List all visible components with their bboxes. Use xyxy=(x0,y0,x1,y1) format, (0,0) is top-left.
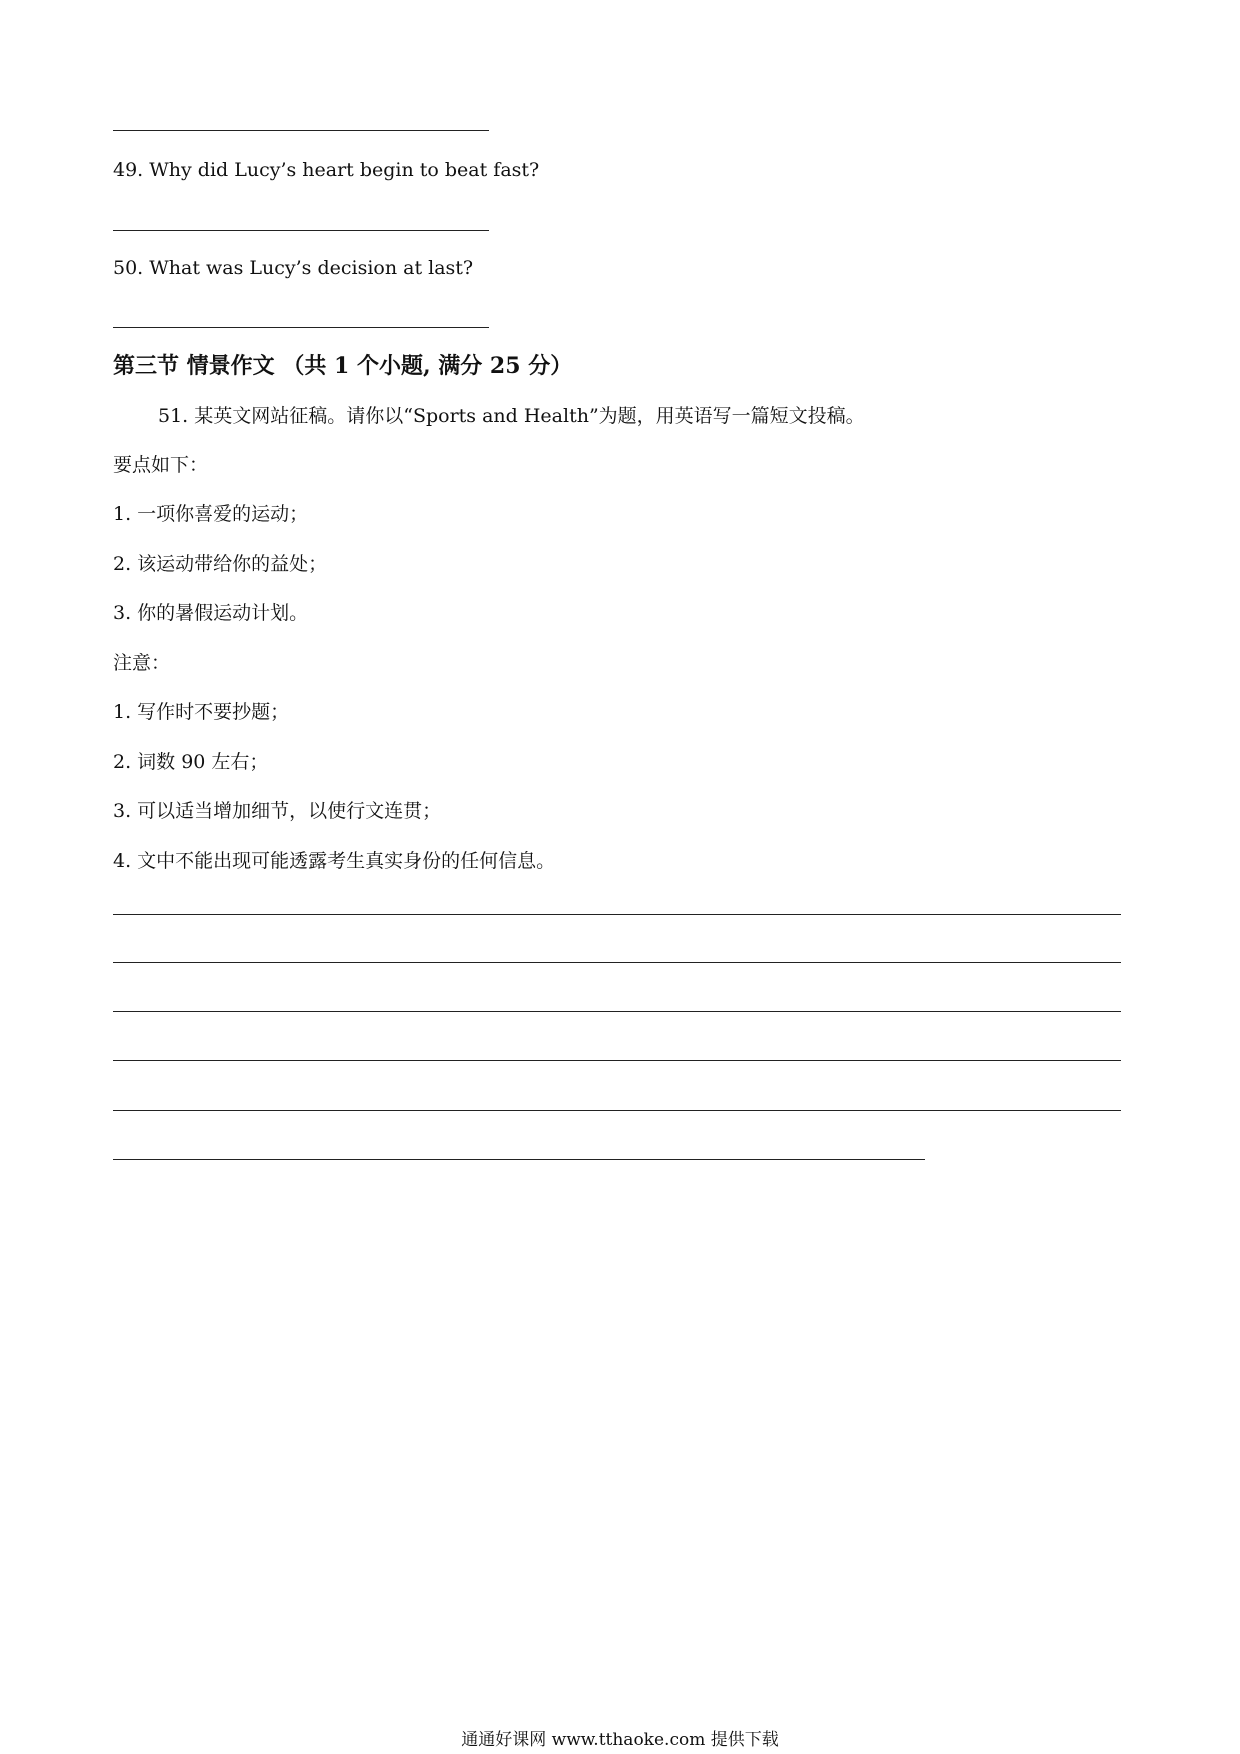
page-footer: 通通好课网 www.tthaoke.com 提供下载 xyxy=(461,1730,779,1750)
writing-line xyxy=(113,914,1121,915)
point-item: 1. 一项你喜爱的运动； xyxy=(113,503,309,525)
writing-line xyxy=(113,1011,1121,1012)
question-50: 50. What was Lucy’s decision at last? xyxy=(113,257,474,279)
notes-label: 注意： xyxy=(113,652,171,674)
writing-prompt: 51. 某英文网站征稿。请你以“Sports and Health”为题，用英语写一篇短文投稿。 xyxy=(158,405,865,427)
answer-line-50 xyxy=(113,327,489,328)
note-item: 3. 可以适当增加细节，以使行文连贯； xyxy=(113,800,442,822)
writing-line xyxy=(113,1060,1121,1061)
writing-line xyxy=(113,962,1121,963)
point-item: 2. 该运动带给你的益处； xyxy=(113,553,328,575)
point-item: 3. 你的暑假运动计划。 xyxy=(113,602,309,624)
note-item: 1. 写作时不要抄题； xyxy=(113,701,290,723)
writing-line xyxy=(113,1159,925,1160)
question-49: 49. Why did Lucy’s heart begin to beat fast? xyxy=(113,159,540,181)
note-item: 2. 词数 90 左右； xyxy=(113,751,269,773)
section-title: 第三节 情景作文 （共 1 个小题, 满分 25 分） xyxy=(113,353,573,379)
writing-line xyxy=(113,1110,1121,1111)
points-label: 要点如下： xyxy=(113,454,209,476)
answer-line-49 xyxy=(113,230,489,231)
note-item: 4. 文中不能出现可能透露考生真实身份的任何信息。 xyxy=(113,850,556,872)
answer-line-48 xyxy=(113,130,489,131)
